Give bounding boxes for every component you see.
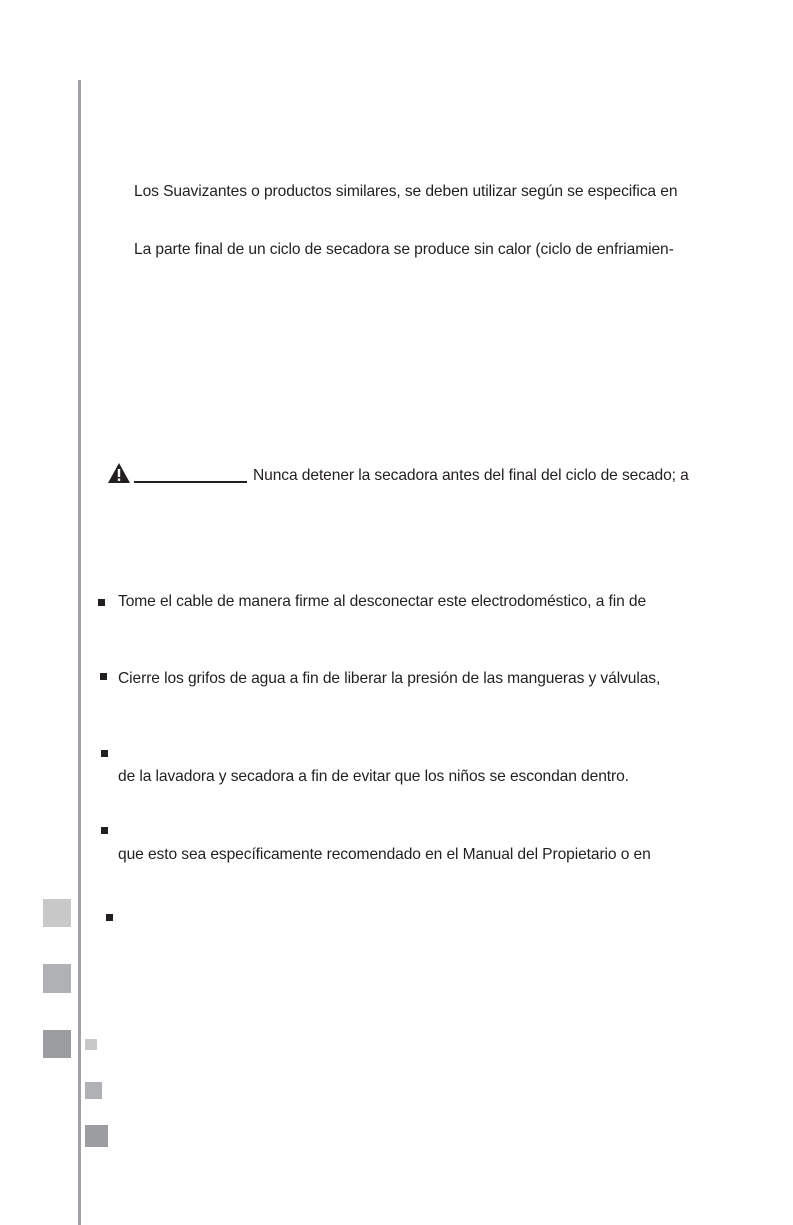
legend-square-light — [85, 1039, 97, 1050]
section-tab-dark — [43, 1030, 71, 1058]
bullet-item-cable: Tome el cable de manera firme al desconectar este electrodoméstico, a fin de — [118, 593, 647, 610]
paragraph-softeners: Los Suavizantes o productos similares, se deben utilizar según se especifica en — [134, 183, 678, 200]
bullet-item-children: de la lavadora y secadora a fin de evitar que los niños se escondan dentro. — [118, 768, 629, 785]
bullet-icon — [101, 750, 108, 757]
paragraph-cooldown: La parte final de un ciclo de secadora se produce sin calor (ciclo de enfriamien- — [134, 241, 674, 258]
legend-square-dark — [85, 1125, 108, 1147]
section-tab-light — [43, 899, 71, 927]
warning-text: Nunca detener la secadora antes del final del ciclo de secado; a — [253, 467, 689, 484]
margin-rule — [78, 80, 81, 1225]
bullet-item-water: Cierre los grifos de agua a fin de liberar la presión de las mangueras y válvulas, — [118, 670, 661, 687]
bullet-icon — [101, 827, 108, 834]
bullet-item-manual: que esto sea específicamente recomendado en el Manual del Propietario o en — [118, 846, 651, 863]
warning-label-underline — [134, 481, 247, 483]
bullet-icon — [106, 914, 113, 921]
bullet-icon — [100, 673, 107, 680]
bullet-icon — [98, 599, 105, 606]
warning-triangle-icon — [108, 463, 130, 483]
legend-square-mid — [85, 1082, 102, 1099]
section-tab-mid — [43, 964, 71, 993]
